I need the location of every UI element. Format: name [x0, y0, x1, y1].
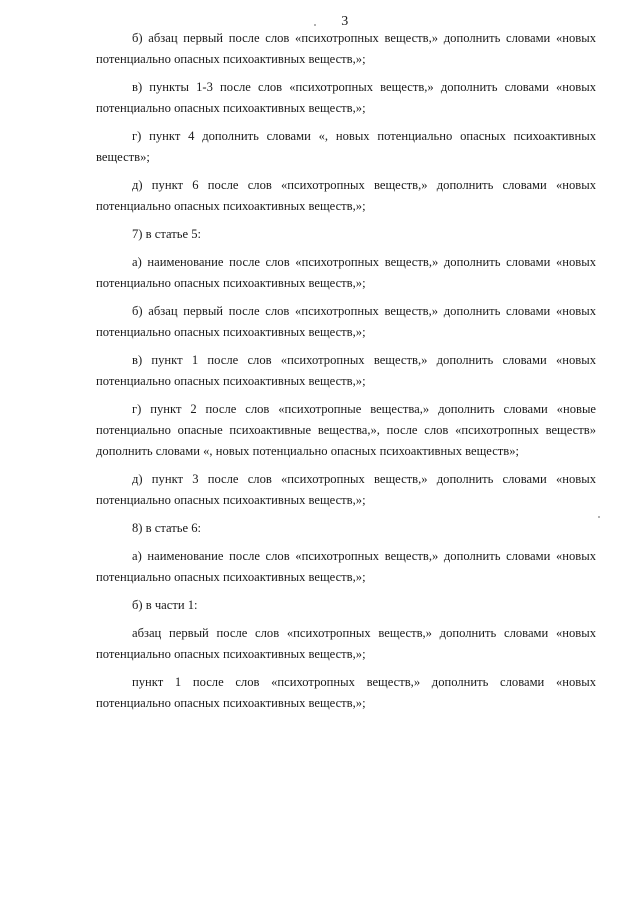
- section-heading: 8) в статье 6:: [132, 521, 202, 535]
- paragraph: д) пункт 3 после слов «психотропных веществ,» дополнить словами «новых потенциально опасных психоактивных веществ,»;: [96, 472, 596, 507]
- paragraph: пункт 1 после слов «психотропных веществ,» дополнить словами «новых потенциально опасных психоактивных веществ,»;: [96, 675, 596, 710]
- paragraph: в) пункты 1-3 после слов «психотропных веществ,» дополнить словами «новых потенциально опасных психоактивных веществ,»;: [96, 80, 596, 115]
- paragraph: а) наименование после слов «психотропных веществ,» дополнить словами «новых потенциально опасных психоактивных веществ,»;: [96, 549, 596, 584]
- document-body: [96, 28, 596, 714]
- paragraph: г) пункт 4 дополнить словами «, новых потенциально опасных психоактивных веществ»;: [96, 129, 596, 164]
- paragraph: б) абзац первый после слов «психотропных веществ,» дополнить словами «новых потенциально опасных психоактивных веществ,»;: [96, 31, 596, 66]
- paragraph: а) наименование после слов «психотропных веществ,» дополнить словами «новых потенциально опасных психоактивных веществ,»;: [96, 255, 596, 290]
- paragraph: б) абзац первый после слов «психотропных веществ,» дополнить словами «новых потенциально опасных психоактивных веществ,»;: [96, 304, 596, 339]
- paragraph: в) пункт 1 после слов «психотропных веществ,» дополнить словами «новых потенциально опасных психоактивных веществ,»;: [96, 353, 596, 388]
- subsection-heading: б) в части 1:: [132, 598, 198, 612]
- paragraph: г) пункт 2 после слов «психотропные вещества,» дополнить словами «новые потенциально опасные психоактивные вещества,», после слов «психотропных веществ» дополнить словами «, новых потенциально опасных психоактивных веществ»;: [96, 402, 596, 458]
- scan-speck: [314, 24, 316, 26]
- paragraph: абзац первый после слов «психотропных веществ,» дополнить словами «новых потенциально опасных психоактивных веществ,»;: [96, 626, 596, 661]
- scan-speck: [598, 516, 600, 518]
- paragraph: д) пункт 6 после слов «психотропных веществ,» дополнить словами «новых потенциально опасных психоактивных веществ,»;: [96, 178, 596, 213]
- section-heading: 7) в статье 5:: [132, 227, 202, 241]
- page-number: 3: [341, 14, 349, 29]
